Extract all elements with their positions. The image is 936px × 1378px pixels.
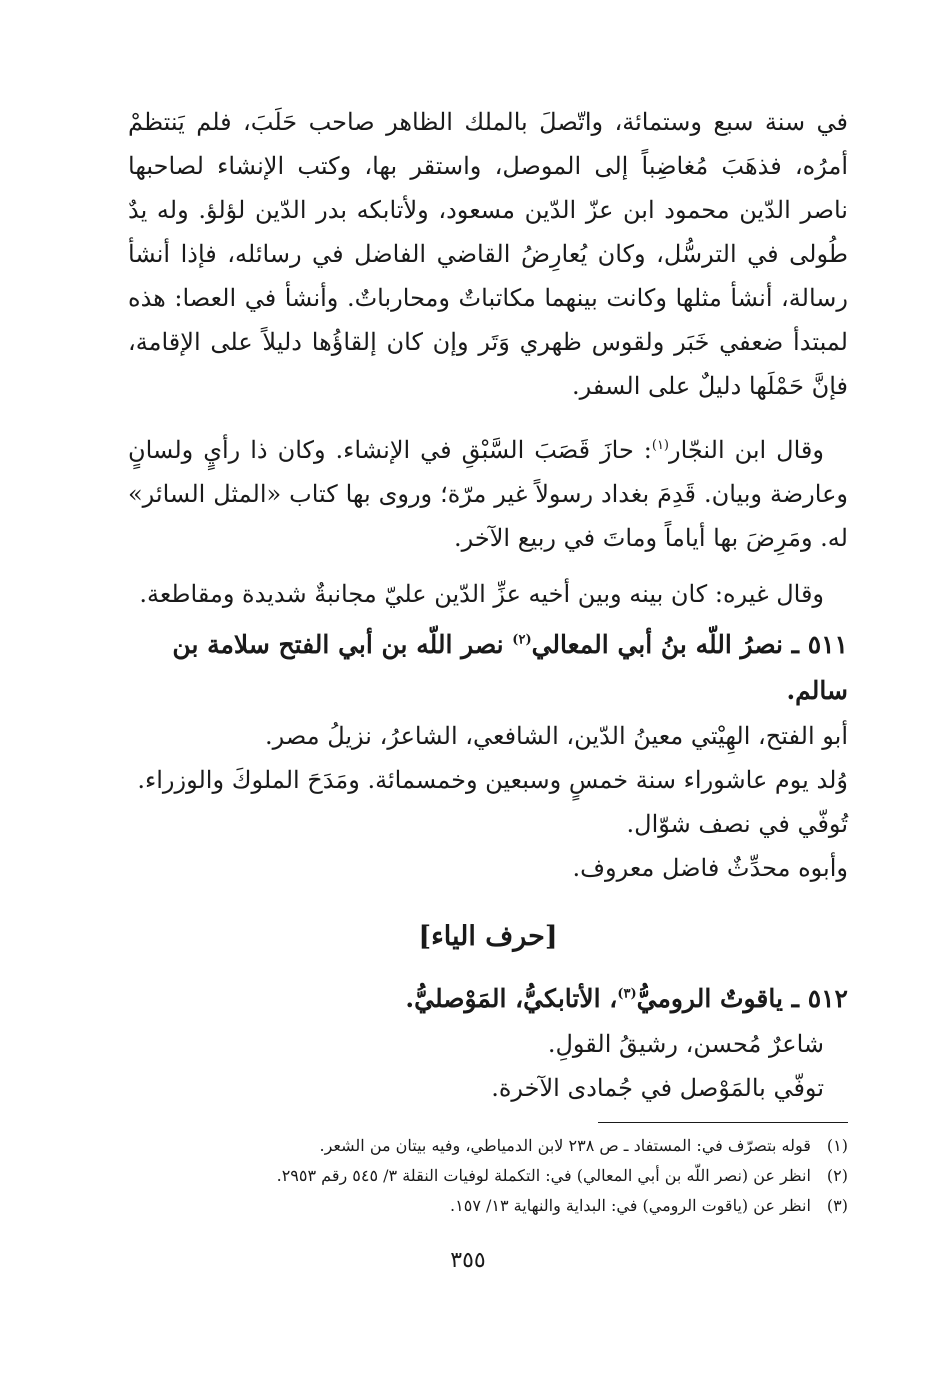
entry-512-heading-name: ٥١٢ ـ ياقوتٌ الروميُّ xyxy=(636,984,848,1013)
footnote-number: (٣) xyxy=(826,1196,848,1215)
page-number: ٣٥٥ xyxy=(450,1248,486,1273)
paragraph-biography: في سنة سبع وستمائة، واتّصلَ بالملك الظاهر صاحب حَلَبَ، فلم يَنتظمْ أمرُه، فذهَبَ مُغاضِباً إلى الموصل، واستقر بها، وكتب الإنشاء لصاحبها ناصر الدّين محمود ابن عزّ الدّين مسعود، ولأتابكه بدر الدّين لؤلؤ. وله يدٌ طُولى في الترسُّل، وكان يُعارِضُ القاضي الفاضل في رسائله، فإذا أنشأ رسالة، أنشأ مثلها وكانت بينهما مكاتباتٌ ومحارباتٌ. وأنشأ في العصا: هذه لمبتدأ ضعفي خَبَر ولقوس ظهري وَتَر وإن كان إلقاؤُها دليلاً على الإقامة، فإنَّ حَمْلَها دليلٌ على السفر. xyxy=(128,108,848,400)
footnote-number: (١) xyxy=(826,1136,848,1155)
entry-511-heading xyxy=(128,622,848,714)
entry-512-line: توفّي بالمَوْصل في جُمادى الآخرة. xyxy=(491,1074,824,1102)
footnote-text: انظر عن (نصر اللّه بن أبي المعالي) في: التكملة لوفيات النقلة ٣/ ٥٤٥ رقم ٢٩٥٣. xyxy=(276,1166,811,1185)
entry-512-heading-epithets: ، الأتابكيُّ، المَوْصليُّ. xyxy=(405,984,618,1013)
entry-512 xyxy=(128,976,848,1110)
entry-511 xyxy=(128,622,848,890)
entry-511-line: تُوفّي في نصف شوّال. xyxy=(626,810,848,838)
footnote-number: (٢) xyxy=(826,1166,848,1185)
footnote-text: قوله بتصرّف في: المستفاد ـ ص ٢٣٨ لابن الدمياطي، وفيه بيتان من الشعر. xyxy=(319,1136,811,1155)
entry-512-line: شاعرٌ مُحسن، رشيقُ القولِ. xyxy=(547,1030,824,1058)
footnote-text: انظر عن (ياقوت الرومي) في: البداية والنهاية ١٣/ ١٥٧. xyxy=(450,1196,811,1215)
entry-511-line: أبو الفتح، الهِيْتي معينُ الدّين، الشافعي، الشاعرُ، نزيلُ مصر. xyxy=(265,722,848,750)
footnotes xyxy=(128,1122,848,1221)
section-title: [حرف الياء] xyxy=(418,921,558,952)
paragraph-ibn-najjar-lead: وقال ابن النجّار xyxy=(669,436,824,464)
entry-511-body xyxy=(128,714,848,890)
footnote-ref-3: (٣) xyxy=(617,986,637,1002)
entry-511-line: وأبوه محدِّثٌ فاضل معروف. xyxy=(572,854,848,882)
paragraph-other-quote: وقال غيره: كان بينه وبين أخيه عزِّ الدّين عليّ مجانبةٌ شديدة ومقاطعة. xyxy=(139,580,824,608)
paragraph-ibn-najjar xyxy=(128,428,848,560)
entry-512-heading xyxy=(128,976,848,1022)
footnote-ref-1: (١) xyxy=(651,438,669,453)
footnote-item xyxy=(128,1131,848,1161)
footnote-item xyxy=(128,1161,848,1191)
entry-511-heading-name: ٥١١ ـ نصرُ اللّه بنُ أبي المعالي xyxy=(531,630,848,659)
footnote-item xyxy=(128,1191,848,1221)
footnote-divider xyxy=(598,1122,848,1123)
entry-511-line: وُلد يوم عاشوراء سنة خمسٍ وسبعين وخمسمائة. ومَدَحَ الملوكَ والوزراء. xyxy=(137,766,848,794)
page-body xyxy=(128,100,848,1110)
entry-512-body xyxy=(128,1022,848,1110)
entry-511-heading-lineage: نصر اللّه بن أبي الفتح سلامة بن سالم. xyxy=(172,630,848,705)
paragraph-ibn-najjar-text: : حازَ قَصَبَ السَّبْقِ في الإنشاء. وكان ذا رأيٍ ولسانٍ وعارضة وبيان. قَدِمَ بغداد رسولاً غير مرّة؛ وروى بها كتاب «المثل السائر» له. ومَرِضَ بها أياماً وماتَ في ربيع الآخر. xyxy=(128,436,848,552)
footnote-ref-2: (٢) xyxy=(512,632,532,648)
